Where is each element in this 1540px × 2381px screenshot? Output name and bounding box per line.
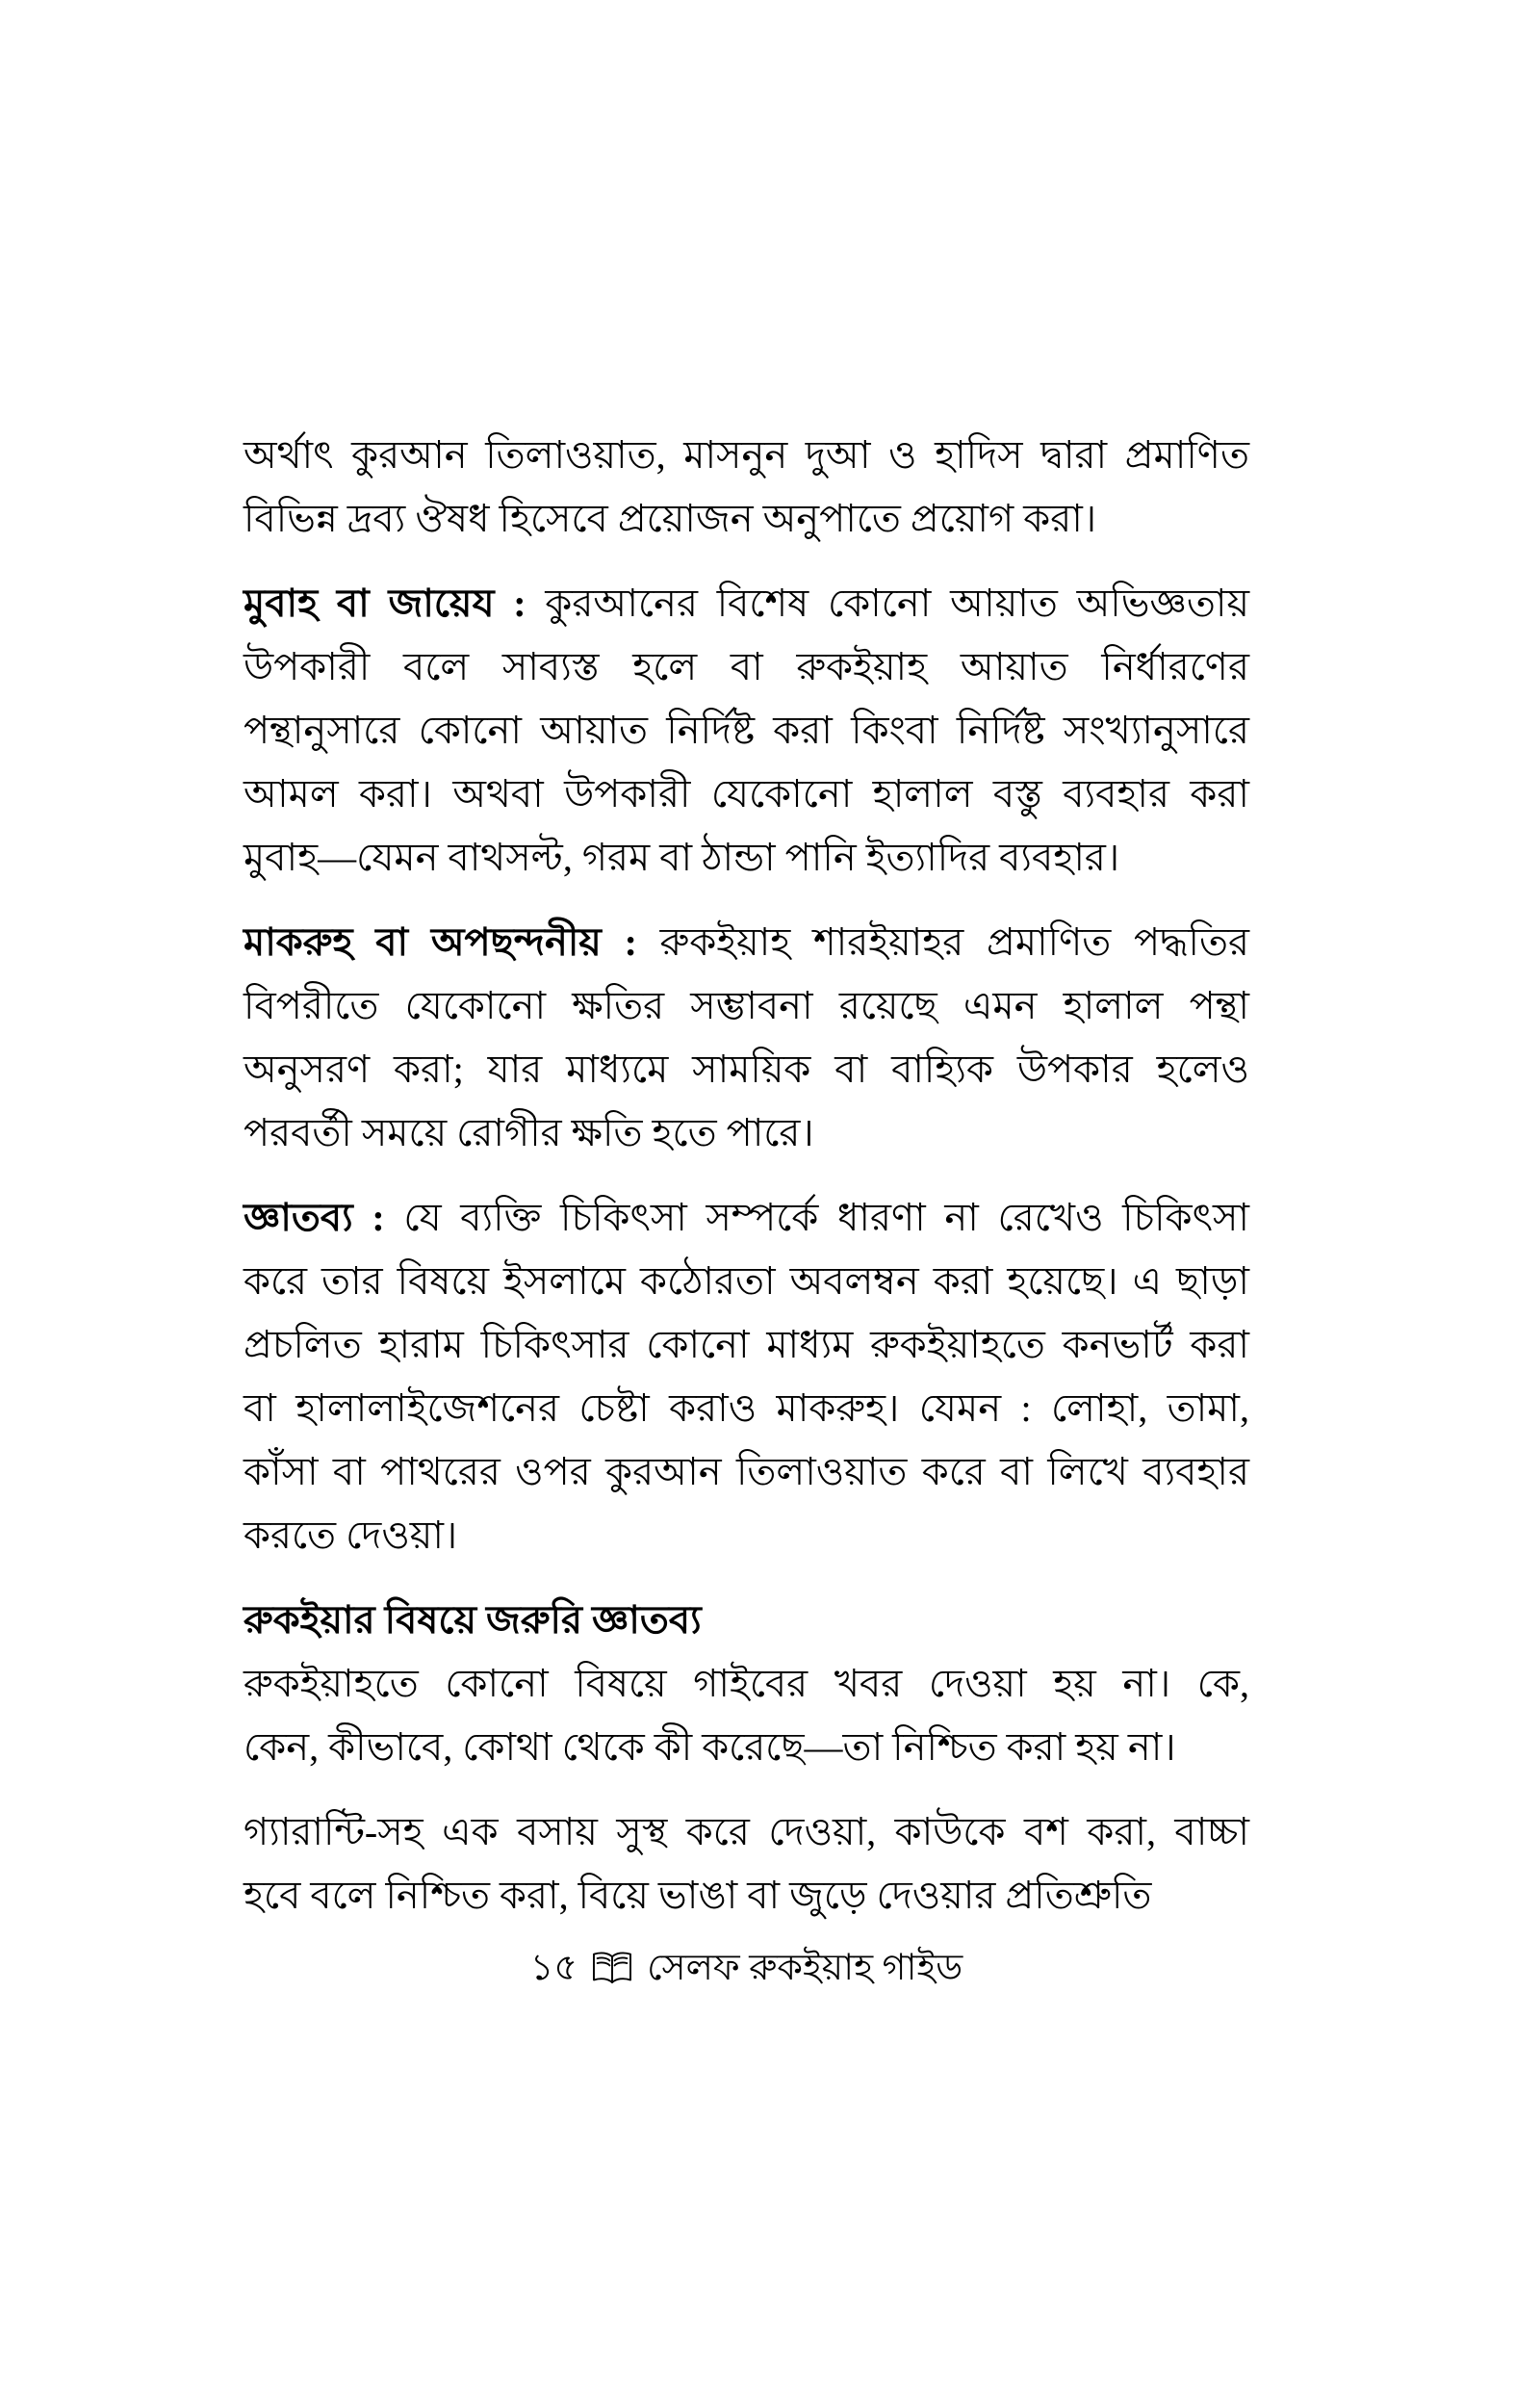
text-line: অর্থাৎ কুরআন তিলাওয়াত, মাসনুন দুআ ও হাদিস দ্বারা প্রমাণিত	[244, 433, 1249, 477]
text-line: বিভিন্ন দ্রব্য ঔষধ হিসেবে প্রয়োজন অনুপাতে প্রয়োগ করা।	[244, 497, 1097, 540]
text-line	[244, 911, 1249, 974]
paragraph-intro	[244, 424, 1249, 551]
text-line: উপকারী বলে সাব্যস্ত হলে বা রুকইয়াহ আয়াত নির্ধারণের	[244, 645, 1249, 688]
lead-rest: কুরআনের বিশেষ কোনো আয়াত অভিজ্ঞতায়	[545, 582, 1250, 625]
term-lead-jnatobbo: জ্ঞাতব্য :	[244, 1196, 385, 1239]
term-lead-mubah: মুবাহ বা জায়েয :	[244, 582, 526, 625]
term-lead-makruh: মাকরুহ বা অপছন্দনীয় :	[244, 920, 637, 964]
paragraph-gayeb	[244, 1652, 1249, 1779]
lead-rest: রুকইয়াহ শারইয়াহর প্রমাণিত পদ্ধতির	[659, 920, 1249, 964]
text-line: করতে দেওয়া।	[244, 1514, 458, 1557]
text-line	[244, 1186, 1249, 1250]
text-line: পরবর্তী সময়ে রোগীর ক্ষতি হতে পারে।	[244, 1111, 814, 1154]
section-heading: রুকইয়ার বিষয়ে জরুরি জ্ঞাতব্য	[244, 1598, 702, 1642]
text-line: আমল করা। অথবা উপকারী যেকোনো হালাল বস্তু ব্যবহার করা	[244, 772, 1249, 815]
text-line	[244, 572, 1249, 635]
open-book-icon	[589, 1948, 635, 2002]
text-line: রুকইয়াহতে কোনো বিষয়ে গাইবের খবর দেওয়া হয় না। কে,	[244, 1662, 1249, 1705]
paragraph-jnatobbo	[244, 1186, 1249, 1567]
paragraph-mubah	[244, 572, 1249, 890]
paragraph-makruh	[244, 911, 1249, 1165]
text-line: পন্থানুসারে কোনো আয়াত নির্দিষ্ট করা কিংবা নির্দিষ্ট সংখ্যানুসারে	[244, 709, 1249, 752]
text-line: বা হালালাইজেশনের চেষ্টা করাও মাকরুহ। যেমন : লোহা, তামা,	[244, 1386, 1249, 1430]
text-line: মুবাহ—যেমন বাথসল্ট, গরম বা ঠান্ডা পানি ইত্যাদির ব্যবহার।	[244, 836, 1120, 879]
text-line: অনুসরণ করা; যার মাধ্যমে সাময়িক বা বাহ্যিক উপকার হলেও	[244, 1048, 1249, 1091]
text-line: গ্যারান্টি-সহ এক বসায় সুস্থ করে দেওয়া, কাউকে বশ করা, বাচ্চা	[244, 1810, 1249, 1853]
paragraph-guarantee	[244, 1800, 1249, 1928]
lead-rest: যে ব্যক্তি চিকিৎসা সম্পর্কে ধারণা না রেখেও চিকিৎসা	[403, 1196, 1249, 1239]
text-line: করে তার বিষয়ে ইসলামে কঠোরতা অবলম্বন করা হয়েছে। এ ছাড়া	[244, 1259, 1249, 1303]
book-title: সেলফ রুকইয়াহ গাইড	[647, 1948, 963, 1988]
text-line: বিপরীতে যেকোনো ক্ষতির সম্ভাবনা রয়েছে এমন হালাল পন্থা	[244, 984, 1249, 1027]
text-line: প্রচলিত হারাম চিকিৎসার কোনো মাধ্যম রুকইয়াহতে কনভার্ট করা	[244, 1323, 1249, 1366]
page-footer	[244, 1941, 1249, 2002]
text-line: কাঁসা বা পাথরের ওপর কুরআন তিলাওয়াত করে বা লিখে ব্যবহার	[244, 1450, 1249, 1493]
text-line: হবে বলে নিশ্চিত করা, বিয়ে ভাঙা বা জুড়ে দেওয়ার প্রতিশ্রুতি	[244, 1874, 1152, 1917]
book-page-text-block	[244, 424, 1249, 2002]
page-number: ১৫	[529, 1948, 578, 1988]
text-line: কেন, কীভাবে, কোথা থেকে কী করেছে—তা নিশ্চিত করা হয় না।	[244, 1725, 1176, 1769]
